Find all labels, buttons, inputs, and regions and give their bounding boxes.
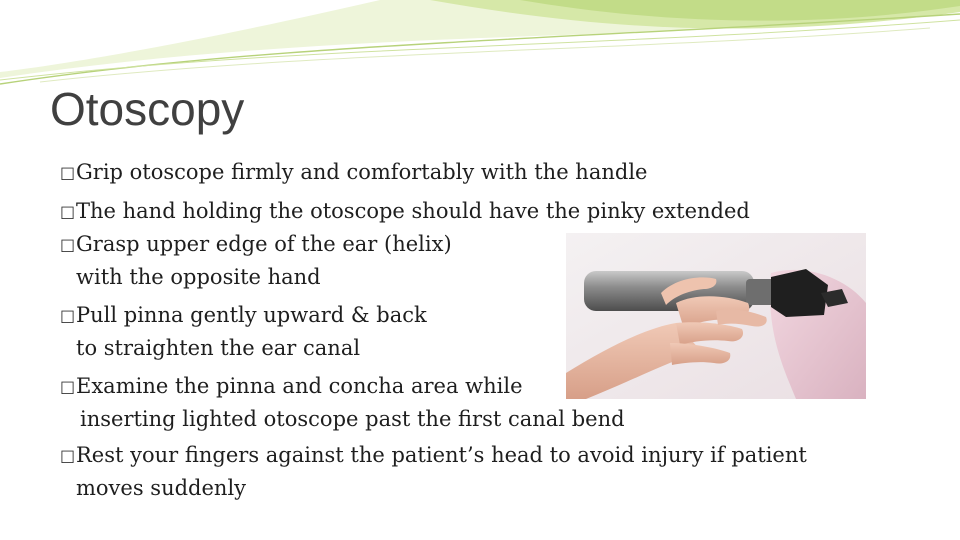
bullet-text: Grasp upper edge of the ear (helix)	[76, 232, 452, 256]
bullet-marker-icon: □	[60, 377, 76, 396]
bullet-item	[60, 439, 940, 504]
bullet-text: Grip otoscope firmly and comfortably with the handle	[76, 160, 648, 184]
bullet-marker-icon: □	[60, 446, 76, 465]
bullet-text-continuation: with the opposite hand	[76, 265, 321, 289]
bullet-text-continuation: to straighten the ear canal	[76, 336, 361, 360]
bullet-text: Examine the pinna and concha area while	[76, 374, 523, 398]
bullet-marker-icon: □	[60, 163, 76, 182]
slide-title: Otoscopy	[50, 83, 245, 135]
bullet-text: The hand holding the otoscope should have the pinky extended	[76, 199, 750, 223]
bullet-item	[60, 156, 940, 189]
bullet-item	[60, 195, 940, 228]
otoscope-hand-photo	[566, 233, 866, 399]
header-swoosh-decoration	[0, 0, 960, 95]
bullet-marker-icon: □	[60, 202, 76, 221]
bullet-text: Rest your fingers against the patient’s head to avoid injury if patient	[76, 443, 807, 467]
bullet-text-continuation: inserting lighted otoscope past the first canal bend	[80, 407, 625, 431]
otoscope-illustration	[566, 233, 866, 399]
bullet-marker-icon: □	[60, 306, 76, 325]
bullet-text: Pull pinna gently upward & back	[76, 303, 427, 327]
bullet-text-continuation: moves suddenly	[76, 476, 247, 500]
bullet-marker-icon: □	[60, 235, 76, 254]
